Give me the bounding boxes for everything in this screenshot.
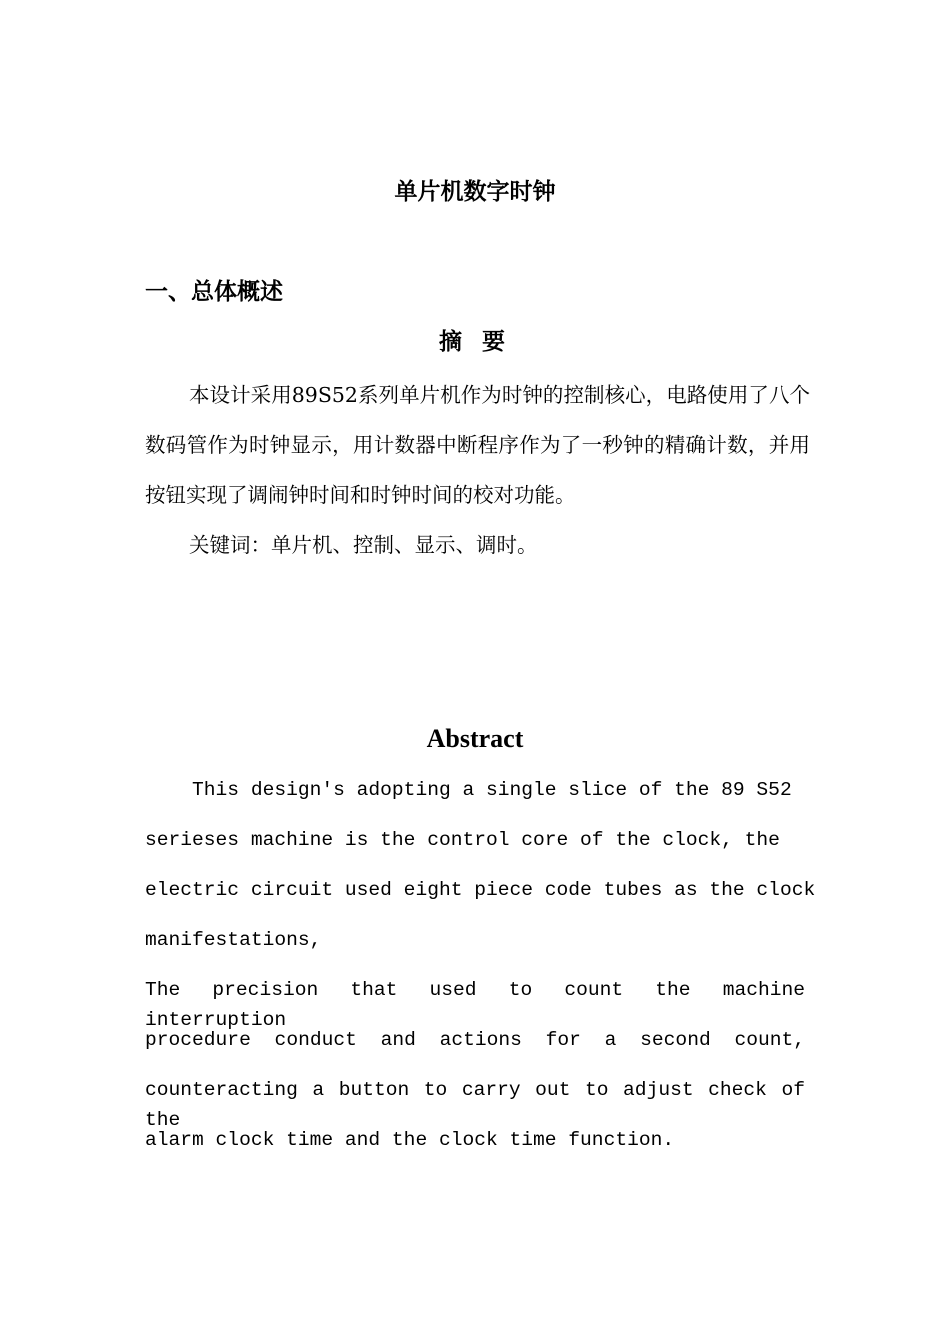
abstract-cn-body: 本设计采用89S52系列单片机作为时钟的控制核心，电路使用了八个数码管作为时钟显示，用计数器中断程序作为了一秒钟的精确计数，并用按钮实现了调闹钟时间和时钟时间的校对功能。 (145, 383, 810, 507)
abstract-en-line: alarm clock time and the clock time function. (145, 1129, 675, 1151)
abstract-cn-heading: 摘 要 (438, 328, 511, 355)
abstract-en-line: procedure conduct and actions for a second count, (145, 1029, 805, 1051)
abstract-en-line: This design's adopting a single slice of the 89 S52 (145, 779, 792, 801)
abstract-en-line: manifestations, (145, 929, 322, 951)
abstract-en-heading: Abstract (426, 724, 524, 753)
abstract-en-line: counteracting a button to carry out to adjust check of the (145, 1079, 805, 1131)
abstract-en-line: electric circuit used eight piece code tubes as the clock (145, 879, 816, 901)
abstract-cn-keywords: 关键词：单片机、控制、显示、调时。 (189, 533, 538, 557)
section-heading: 一、总体概述 (145, 279, 283, 305)
document-title: 单片机数字时钟 (394, 178, 556, 205)
abstract-en-line: The precision that used to count the machine interruption (145, 979, 805, 1031)
abstract-en-line: serieses machine is the control core of the clock, the (145, 829, 780, 851)
